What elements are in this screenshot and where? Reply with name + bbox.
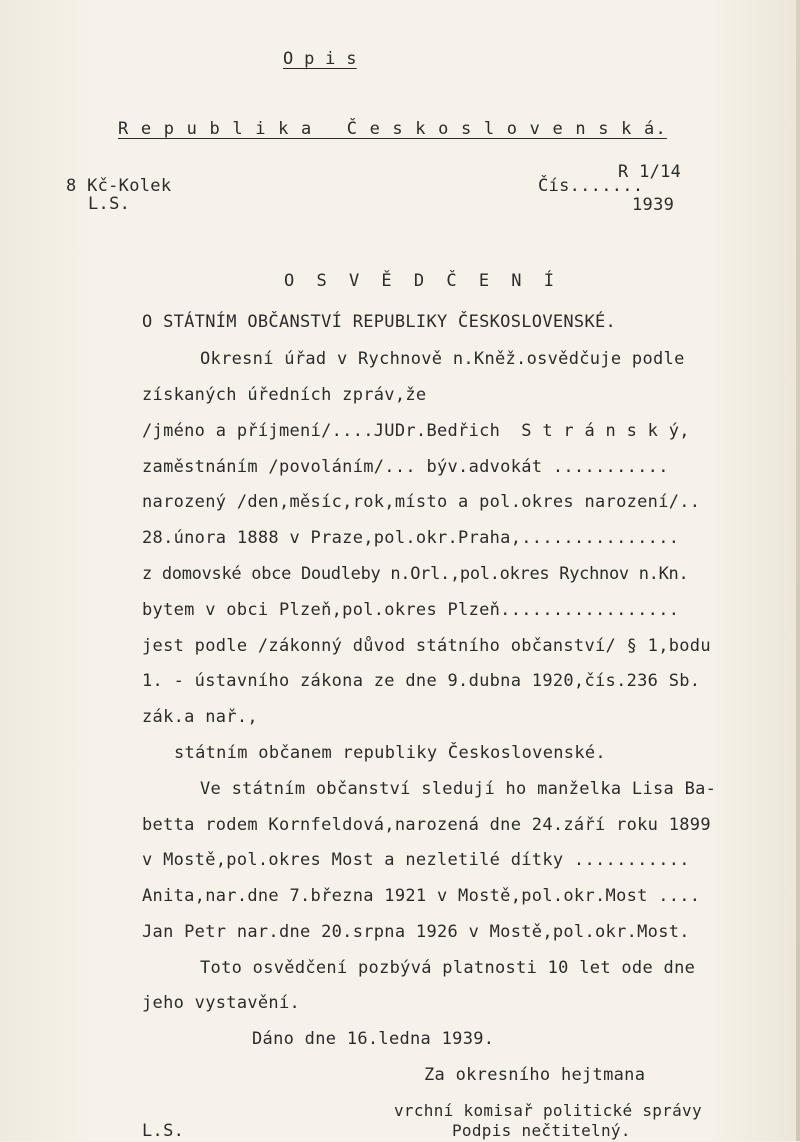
body-line: jeho vystavění. <box>142 993 301 1013</box>
signature-line-3: Podpis nečtitelný. <box>452 1121 631 1140</box>
document-subtitle: O STÁTNÍM OBČANSTVÍ REPUBLIKY ČESKOSLOVENSKÉ. <box>142 312 617 332</box>
body-line: /jméno a příjmení/....JUDr.Bedřich S t r á n s k ý, <box>142 421 690 441</box>
body-line: získaných úředních zpráv,že <box>142 385 427 405</box>
body-line: narozený /den,měsíc,rok,místo a pol.okres narození/.. <box>142 492 701 512</box>
body-line: zaměstnáním /povoláním/... býv.advokát ........... <box>142 457 669 477</box>
issue-date-line: Dáno dne 16.ledna 1939. <box>252 1029 495 1049</box>
kolek-label: 8 Kč-Kolek <box>66 176 172 196</box>
body-line: 28.února 1888 v Praze,pol.okr.Praha,............... <box>142 528 680 548</box>
signature-line-2: vrchní komisař politické správy <box>394 1101 702 1120</box>
body-line: státním občanem republiky Československé. <box>174 743 606 763</box>
signature-line-1: Za okresního hejtmana <box>424 1065 646 1085</box>
page-edge <box>796 0 800 1141</box>
ls-bottom-label: L.S. <box>142 1121 185 1141</box>
republic-heading: R e p u b l i k a Č e s k o s l o v e n s k á. <box>118 119 667 139</box>
body-line: bytem v obci Plzeň,pol.okres Plzeň................. <box>142 600 680 620</box>
body-line: 1. - ústavního zákona ze dne 9.dubna 1920,čís.236 Sb. <box>142 671 701 691</box>
year-label: 1939 <box>632 195 675 215</box>
document-title: O S V Ě D Č E N Í <box>284 271 560 291</box>
opis-heading: O p i s <box>283 49 357 69</box>
body-line: z domovské obce Doudleby n.Orl.,pol.okres Rychnov n.Kn. <box>142 564 689 584</box>
body-line: Ve státním občanství sledují ho manželka Lisa Ba- <box>200 779 717 799</box>
cis-label: Čís....... <box>538 176 644 196</box>
ls-top-label: L.S. <box>88 194 131 214</box>
body-line: zák.a nař., <box>142 707 258 727</box>
body-line: Anita,nar.dne 7.března 1921 v Mostě,pol.okr.Most .... <box>142 886 701 906</box>
body-line: jest podle /zákonný důvod státního občanství/ § 1,bodu <box>142 636 711 656</box>
body-line: Jan Petr nar.dne 20.srpna 1926 v Mostě,pol.okr.Most. <box>142 922 690 942</box>
body-line: v Mostě,pol.okres Most a nezletilé dítky ........... <box>142 850 690 870</box>
body-line: Toto osvědčení pozbývá platnosti 10 let ode dne <box>200 958 696 978</box>
cis-number: R 1/14 <box>618 162 682 182</box>
body-line: betta rodem Kornfeldová,narozená dne 24.září roku 1899 <box>142 815 711 835</box>
body-line: Okresní úřad v Rychnově n.Kněž.osvědčuje podle <box>200 349 685 369</box>
